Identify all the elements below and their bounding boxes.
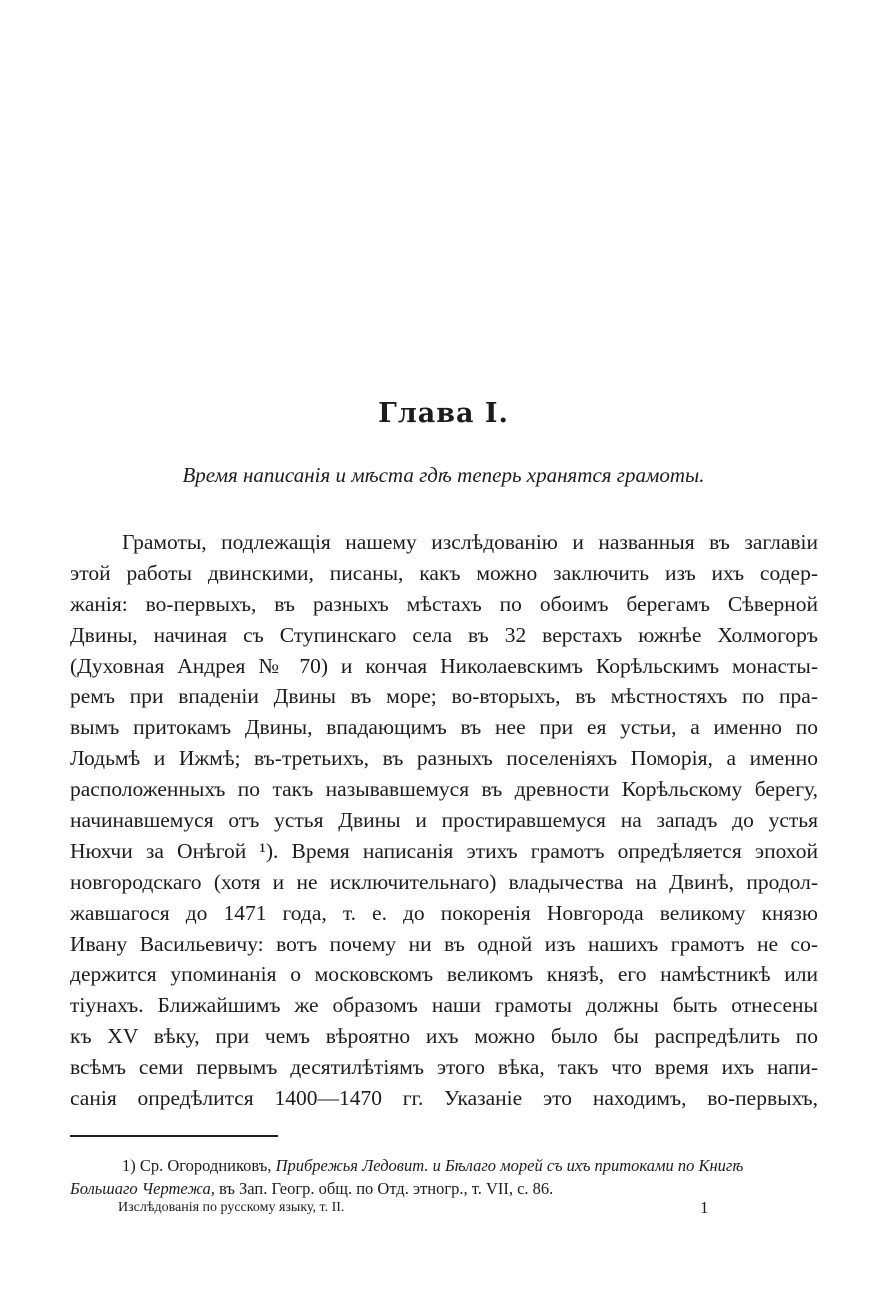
chapter-title: Глава I. (378, 398, 509, 429)
body-line: жанія: во-первыхъ, въ разныхъ мѣстахъ по обоимъ берегамъ Сѣверной (70, 591, 818, 616)
footnote-italic-title: Прибрежья Ледовит. и Бѣлаго морей съ ихъ притоками по Книгѣ (275, 1156, 744, 1175)
body-line: тіунахъ. Ближайшимъ же образомъ наши грамоты должны быть отнесены (70, 993, 818, 1018)
footnote-reference: въ Зап. Геогр. общ. по Отд. этногр., т. VII, с. 86. (218, 1179, 554, 1198)
body-line: новгородскаго (хотя и не исключительнаго) владычества на Двинѣ, продол- (70, 869, 818, 894)
footnote-italic-title-cont: Большаго Чертежа, (70, 1179, 215, 1198)
running-footer: Изслѣдованія по русскому языку, т. II. (118, 1200, 345, 1215)
footnote-divider (70, 1135, 278, 1137)
footnote-marker: 1) Ср. Огородниковъ, (122, 1156, 272, 1175)
body-line: всѣмъ семи первымъ десятилѣтіямъ этого вѣка, такъ что время ихъ напи- (70, 1055, 818, 1080)
chapter-subtitle: Время написанія и мѣста гдѣ теперь хранятся грамоты. (182, 463, 705, 487)
body-paragraph (70, 527, 818, 1114)
body-line: Нюхчи за Онѣгой ¹). Время написанія этихъ грамотъ опредѣляется эпохой (70, 838, 818, 863)
body-line: ремъ при впаденіи Двины въ море; во-вторыхъ, въ мѣстностяхъ по пра- (70, 684, 818, 709)
body-line: Грамоты, подлежащія нашему изслѣдованію и названныя въ заглавіи (122, 530, 818, 554)
body-line: держится упоминанія о московскомъ великомъ князѣ, его намѣстникѣ или (70, 962, 818, 987)
body-line: къ XV вѣку, при чемъ вѣроятно ихъ можно было бы распредѣлить по (70, 1024, 818, 1049)
footnote-line (70, 1154, 818, 1177)
body-line: вымъ притокамъ Двины, впадающимъ въ нее при ея устьи, а именно по (70, 715, 818, 740)
page-number: 1 (700, 1198, 709, 1217)
body-line: этой работы двинскими, писаны, какъ можно заключить изъ ихъ содер- (70, 560, 818, 585)
footnote (70, 1154, 818, 1200)
body-line: Двины, начиная съ Ступинскаго села въ 32 верстахъ южнѣе Холмогоръ (70, 622, 818, 647)
body-line: жавшагося до 1471 года, т. е. до покоренія Новгорода великому князю (70, 900, 818, 925)
body-line: санія опредѣлится 1400—1470 гг. Указаніе это находимъ, во-первыхъ, (70, 1086, 818, 1111)
body-line: начинавшемуся отъ устья Двины и простиравшемуся на западъ до устья (70, 808, 818, 833)
body-line: (Духовная Андрея № 70) и кончая Николаевскимъ Корѣльскимъ монасты- (70, 653, 818, 678)
footnote-line (70, 1177, 818, 1200)
body-line: расположенныхъ по такъ называвшемуся въ древности Корѣльскому берегу, (70, 777, 818, 802)
body-line: Ивану Васильевичу: вотъ почему ни въ одной изъ нашихъ грамотъ не со- (70, 931, 818, 956)
body-line: Лодьмѣ и Ижмѣ; въ-третьихъ, въ разныхъ поселеніяхъ Поморія, а именно (70, 746, 818, 771)
